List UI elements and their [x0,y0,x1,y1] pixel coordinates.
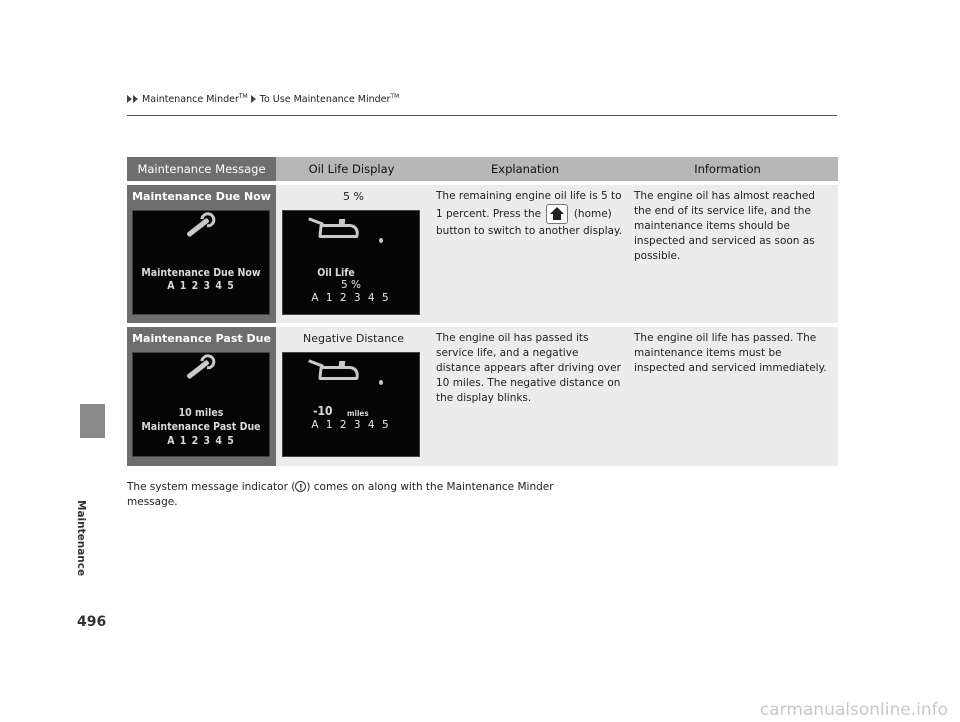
oil-life-value: Negative Distance [303,332,404,345]
information-cell: The engine oil life has passed. The maintenance items must be inspected and serviced immediately. [629,327,838,466]
maintenance-table [127,157,838,466]
screen-unit: miles [347,409,369,418]
message-cell [127,185,276,323]
wrench-icon [186,360,210,380]
section-label: Maintenance [75,500,87,577]
explanation-text: The remaining engine oil life is 5 to 1 percent. Press the [436,190,622,220]
header-oil-life-display: Oil Life Display [308,162,395,176]
display-screen [132,210,270,315]
header-divider [127,115,837,116]
screen-text: Oil Life [317,267,355,279]
oil-drop [379,380,383,385]
header-maintenance-message: Maintenance Message [127,157,276,181]
message-title: Maintenance Due Now [132,190,271,203]
screen-code: A 1 2 3 4 5 [311,292,391,304]
table-row [127,185,838,323]
note-text: ) comes on along with the Maintenance Minder message. [127,481,554,508]
page-number: 496 [77,614,107,630]
display-screen [132,352,270,457]
oil-life-cell [278,185,429,323]
arrow-icon [133,95,138,103]
screen-text: Maintenance Past Due [141,421,261,433]
explanation-cell: The engine oil has passed its service life, and a negative distance appears after driving over 10 miles. The negative distance on the display blinks. [431,327,627,466]
screen-text: 10 miles [178,407,224,419]
trademark-mark: TM [390,93,400,100]
screen-distance: -10 [313,404,333,418]
screen-oil-percent: 5 % [341,279,361,291]
home-icon [546,204,568,224]
trademark-mark: TM [238,93,248,100]
table-row [127,327,838,466]
oil-life-cell [278,327,429,466]
oil-can-icon [318,224,359,238]
header-information: Information [694,162,761,176]
table-header [127,157,838,181]
oil-life-value: 5 % [343,190,364,203]
arrow-icon [251,95,256,103]
explanation-text: (home) button to switch to another display. [436,208,623,237]
breadcrumb [127,93,399,105]
watermark: carmanualsonline.info [759,700,948,720]
message-title: Maintenance Past Due [132,332,271,345]
breadcrumb-item-to-use: To Use Maintenance Minder [259,94,391,106]
oil-drop [379,238,383,243]
message-cell [127,327,276,466]
display-screen [282,352,420,457]
header-explanation: Explanation [491,162,559,176]
screen-code: A 1 2 3 4 5 [167,280,235,292]
display-screen [282,210,420,315]
system-message-indicator-icon [295,481,306,492]
explanation-cell [431,185,627,323]
screen-text: Maintenance Due Now [141,267,261,279]
arrow-icon [127,95,132,103]
section-tab [80,404,105,438]
oil-can-icon [318,366,359,380]
screen-code: A 1 2 3 4 5 [311,419,391,431]
note-paragraph [127,480,567,510]
wrench-icon [186,218,210,238]
screen-code: A 1 2 3 4 5 [167,435,235,447]
note-text: The system message indicator ( [127,481,296,493]
information-cell: The engine oil has almost reached the end of its service life, and the maintenance items should be inspected and serviced as soon as possible. [629,185,838,323]
breadcrumb-item-maintenance-minder[interactable]: Maintenance Minder [142,94,239,106]
